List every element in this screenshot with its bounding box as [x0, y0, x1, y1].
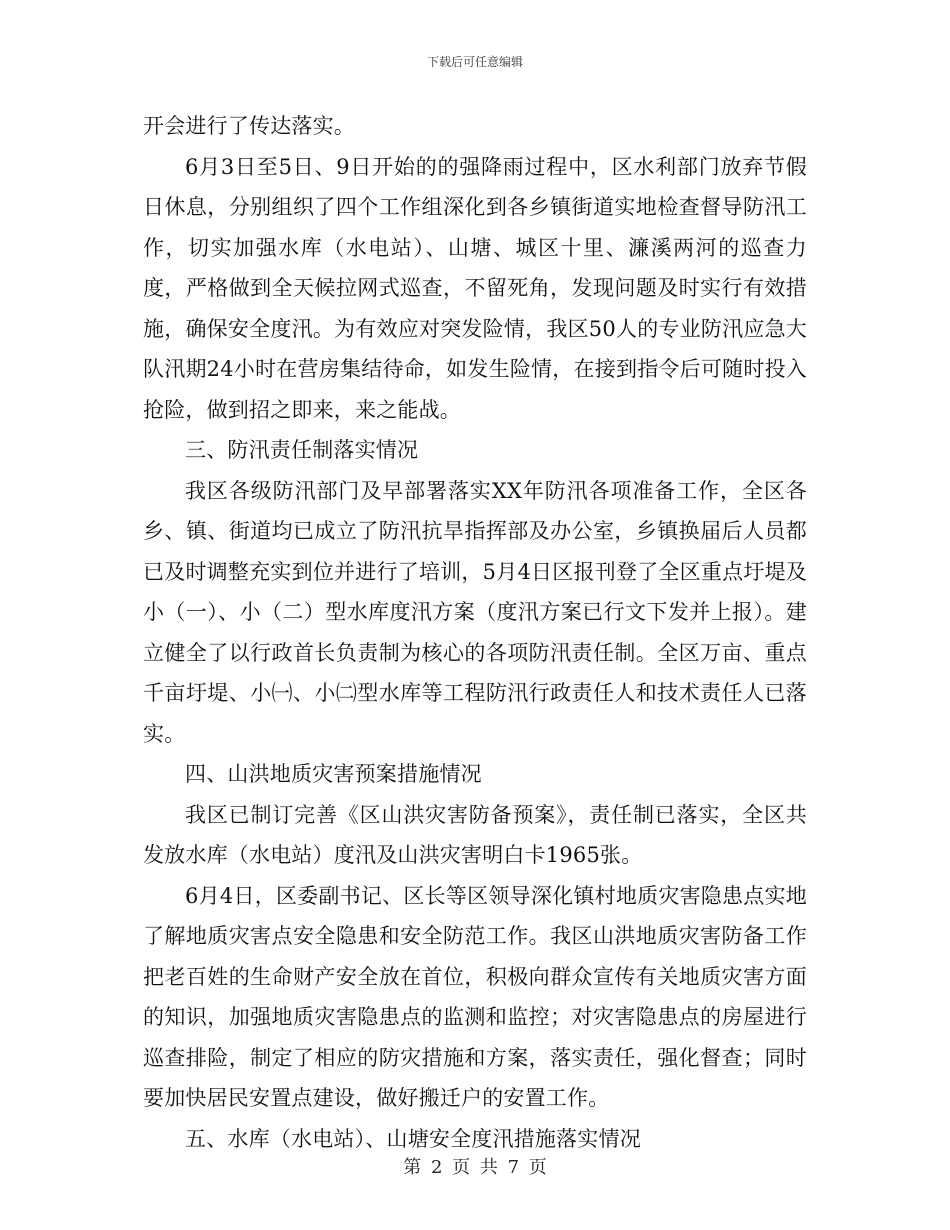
paragraph-flash-flood-plan: 我区已制订完善《区山洪灾害防备预案》，责任制已落实，全区共发放水库（水电站）度汛及山洪灾害明白卡1965张。 [143, 802, 807, 867]
section-heading-flash-flood: 四、山洪地质灾害预案措施情况 [185, 762, 482, 786]
section-heading-reservoir: 五、水库（水电站）、山塘安全度汛措施落实情况 [185, 1126, 641, 1151]
page-number-footer: 第 2 页 共 7 页 [403, 1157, 547, 1178]
section-heading-responsibility: 三、防汛责任制落实情况 [185, 438, 419, 462]
page-header-note: 下载后可任意编辑 [426, 55, 523, 69]
paragraph-responsibility: 我区各级防汛部门及早部署落实XX年防汛各项准备工作，全区各乡、镇、街道均已成立了防汛抗旱指挥部及办公室，乡镇换届后人员都已及时调整充实到位并进行了培训，5月4日区报刊登了全区重点圩堤及小（一）、小（二）型水库度汛方案（度汛方案已行文下发并上报）。建立健全了以行政首长负责制为核心的各项防汛责任制。全区万亩、重点千亩圩堤、小㈠、小㈡型水库等工程防汛行政责任人和技术责任人已落实。 [143, 478, 807, 746]
paragraph-rainfall-response: 6月3日至5日、9日开始的的强降雨过程中，区水利部门放弃节假日休息，分别组织了四个工作组深化到各乡镇街道实地检查督导防汛工作，切实加强水库（水电站）、山塘、城区十里、濂溪两河的巡查力度，严格做到全天候拉网式巡查，不留死角，发现问题及时实行有效措施，确保安全度汛。为有效应对突发险情，我区50人的专业防汛应急大队汛期24小时在营房集结待命，如发生险情，在接到指令后可随时投入抢险，做到招之即来，来之能战。 [143, 154, 807, 422]
document-body [143, 106, 807, 1159]
paragraph-continuation: 开会进行了传达落实。 [143, 114, 355, 138]
paragraph-geologic-hazard: 6月4日，区委副书记、区长等区领导深化镇村地质灾害隐患点实地了解地质灾害点安全隐患和安全防范工作。我区山洪地质灾害防备工作把老百姓的生命财产安全放在首位，积极向群众宣传有关地质灾害方面的知识，加强地质灾害隐患点的监测和监控；对灾害隐患点的房屋进行巡查排险，制定了相应的防灾措施和方案，落实责任，强化督查；同时要加快居民安置点建设，做好搬迁户的安置工作。 [143, 883, 807, 1110]
